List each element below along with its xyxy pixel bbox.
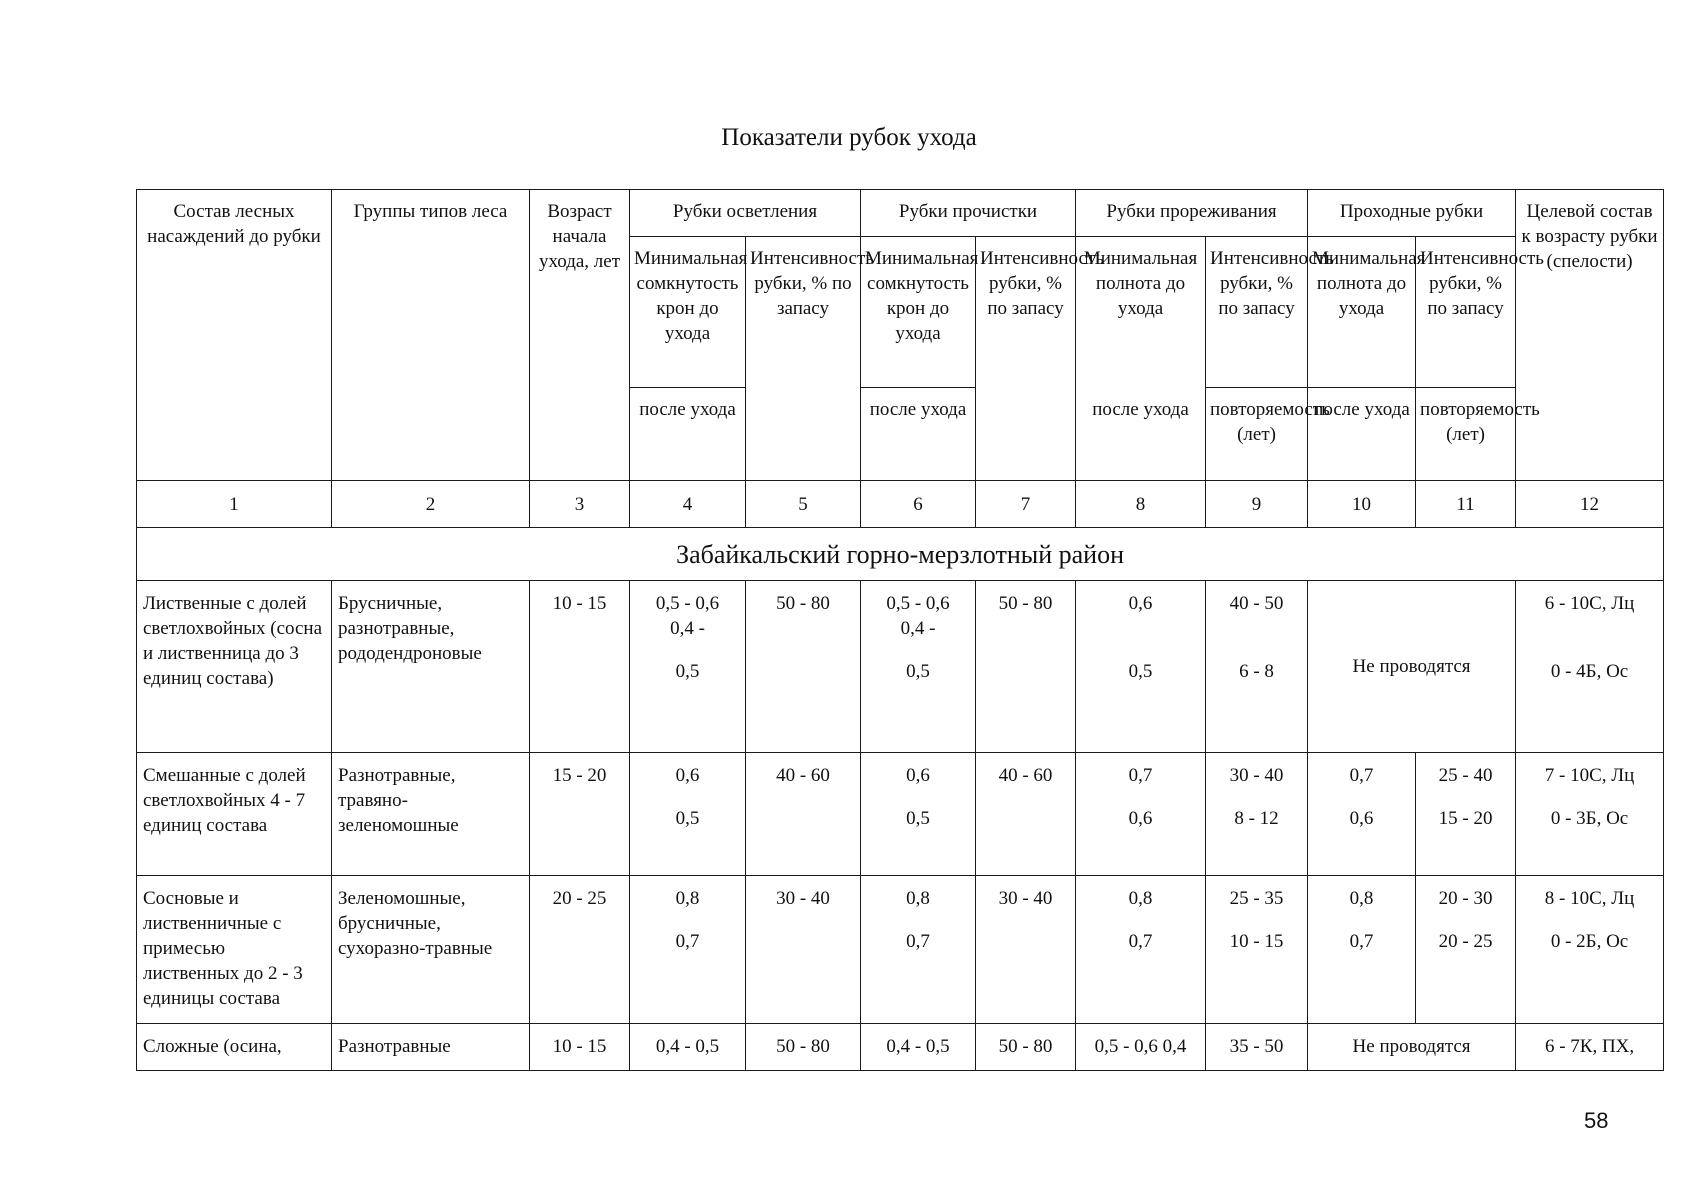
- closure-cell: 0,5 - 0,6 0,4 - 0,5: [861, 581, 976, 753]
- density-cell: 0,5 - 0,6 0,4: [1076, 1024, 1206, 1071]
- header-min-closure-2: Минимальная сомкнутость крон до ухода: [861, 237, 976, 388]
- page-title: Показатели рубок ухода: [721, 124, 977, 151]
- intensity-cell: 30 - 40: [746, 876, 861, 1024]
- intensity-cell: 50 - 80: [976, 1024, 1076, 1071]
- page-number: 58: [1584, 1108, 1609, 1133]
- not-conducted-cell: Не проводятся: [1308, 1024, 1516, 1071]
- column-number: 10: [1308, 481, 1416, 528]
- composition-cell: Сосновые и лиственничные с примесью лиственных до 2 - 3 единицы состава: [137, 876, 332, 1024]
- region-title: Забайкальский горно-мерзлотный район: [137, 528, 1664, 581]
- composition-cell: Сложные (осина,: [137, 1024, 332, 1071]
- intensity-cell: 25 - 35 10 - 15: [1206, 876, 1308, 1024]
- intensity-cell: 50 - 80: [746, 1024, 861, 1071]
- header-min-density-4: Минимальная полнота до ухода: [1308, 237, 1416, 388]
- closure-cell: 0,8 0,7: [630, 876, 746, 1024]
- column-number: 1: [137, 481, 332, 528]
- target-composition-cell: 7 - 10С, Лц 0 - 3Б, Ос: [1516, 753, 1664, 876]
- header-after-3: после ухода: [1076, 388, 1206, 481]
- closure-cell: 0,5 - 0,6 0,4 - 0,5: [630, 581, 746, 753]
- column-number: 5: [746, 481, 861, 528]
- intensity-cell: 25 - 40 15 - 20: [1416, 753, 1516, 876]
- closure-cell: 0,6 0,5: [630, 753, 746, 876]
- forest-type-cell: Разнотравные: [332, 1024, 530, 1071]
- closure-cell: 0,6 0,5: [861, 753, 976, 876]
- header-intensity-1: Интенсивность рубки, % по запасу: [746, 237, 861, 481]
- composition-cell: Лиственные с долей светлохвойных (сосна и лиственница до 3 единиц состава): [137, 581, 332, 753]
- not-conducted-cell: Не проводятся: [1308, 581, 1516, 753]
- target-composition-cell: 6 - 10С, Лц 0 - 4Б, Ос: [1516, 581, 1664, 753]
- age-cell: 15 - 20: [530, 753, 630, 876]
- table-row: [137, 876, 1664, 1024]
- header-intensity-3: Интенсивность рубки, % по запасу: [1206, 237, 1308, 388]
- column-number: 8: [1076, 481, 1206, 528]
- header-composition: Состав лесных насаждений до рубки: [137, 190, 332, 481]
- header-repeat-4: повторяемость (лет): [1416, 388, 1516, 481]
- header-min-closure-1: Минимальная сомкнутость крон до ухода: [630, 237, 746, 388]
- intensity-cell: 40 - 60: [976, 753, 1076, 876]
- intensity-cell: 40 - 50 6 - 8: [1206, 581, 1308, 753]
- forest-type-cell: Брусничные, разнотравные, рододендроновые: [332, 581, 530, 753]
- density-cell: 0,8 0,7: [1076, 876, 1206, 1024]
- intensity-cell: 50 - 80: [746, 581, 861, 753]
- column-number: 4: [630, 481, 746, 528]
- target-composition-cell: 8 - 10С, Лц 0 - 2Б, Ос: [1516, 876, 1664, 1024]
- table-row: [137, 1024, 1664, 1071]
- header-intensity-2: Интенсивность рубки, % по запасу: [976, 237, 1076, 481]
- closure-cell: 0,4 - 0,5: [630, 1024, 746, 1071]
- column-number: 2: [332, 481, 530, 528]
- header-forest-type: Группы типов леса: [332, 190, 530, 481]
- density-cell: 0,6 0,5: [1076, 581, 1206, 753]
- closure-cell: 0,8 0,7: [861, 876, 976, 1024]
- header-group-prochistki: Рубки прочистки: [861, 190, 1076, 237]
- intensity-cell: 35 - 50: [1206, 1024, 1308, 1071]
- header-group-osvetleniya: Рубки осветления: [630, 190, 861, 237]
- region-row: [137, 528, 1664, 581]
- header-target-composition: Целевой состав к возрасту рубки (спелости): [1516, 190, 1664, 481]
- logging-indicators-table: [136, 189, 1664, 1071]
- column-number: 11: [1416, 481, 1516, 528]
- header-row-groups: [137, 190, 1664, 237]
- forest-type-cell: Разнотравные, травяно-зеленомошные: [332, 753, 530, 876]
- intensity-cell: 20 - 30 20 - 25: [1416, 876, 1516, 1024]
- header-intensity-4: Интенсивность рубки, % по запасу: [1416, 237, 1516, 388]
- header-after-4: после ухода: [1308, 388, 1416, 481]
- header-start-age: Возраст начала ухода, лет: [530, 190, 630, 481]
- density-cell: 0,7 0,6: [1308, 753, 1416, 876]
- column-number: 7: [976, 481, 1076, 528]
- header-group-prorezhivaniya: Рубки прореживания: [1076, 190, 1308, 237]
- column-number: 12: [1516, 481, 1664, 528]
- age-cell: 20 - 25: [530, 876, 630, 1024]
- density-cell: 0,8 0,7: [1308, 876, 1416, 1024]
- intensity-cell: 30 - 40 8 - 12: [1206, 753, 1308, 876]
- header-min-density-3: Минимальная полнота до ухода: [1076, 237, 1206, 388]
- density-cell: 0,7 0,6: [1076, 753, 1206, 876]
- age-cell: 10 - 15: [530, 1024, 630, 1071]
- column-numbers-row: [137, 481, 1664, 528]
- header-after-1: после ухода: [630, 388, 746, 481]
- intensity-cell: 50 - 80: [976, 581, 1076, 753]
- target-composition-cell: 6 - 7К, ПХ,: [1516, 1024, 1664, 1071]
- intensity-cell: 30 - 40: [976, 876, 1076, 1024]
- forest-type-cell: Зеленомошные, брусничные, сухоразно-травные: [332, 876, 530, 1024]
- table-row: [137, 753, 1664, 876]
- age-cell: 10 - 15: [530, 581, 630, 753]
- composition-cell: Смешанные с долей светлохвойных 4 - 7 единиц состава: [137, 753, 332, 876]
- intensity-cell: 40 - 60: [746, 753, 861, 876]
- column-number: 6: [861, 481, 976, 528]
- header-repeat-3: повторяемость (лет): [1206, 388, 1308, 481]
- column-number: 3: [530, 481, 630, 528]
- closure-cell: 0,4 - 0,5: [861, 1024, 976, 1071]
- table-row: [137, 581, 1664, 753]
- header-group-prokhodnye: Проходные рубки: [1308, 190, 1516, 237]
- header-after-2: после ухода: [861, 388, 976, 481]
- column-number: 9: [1206, 481, 1308, 528]
